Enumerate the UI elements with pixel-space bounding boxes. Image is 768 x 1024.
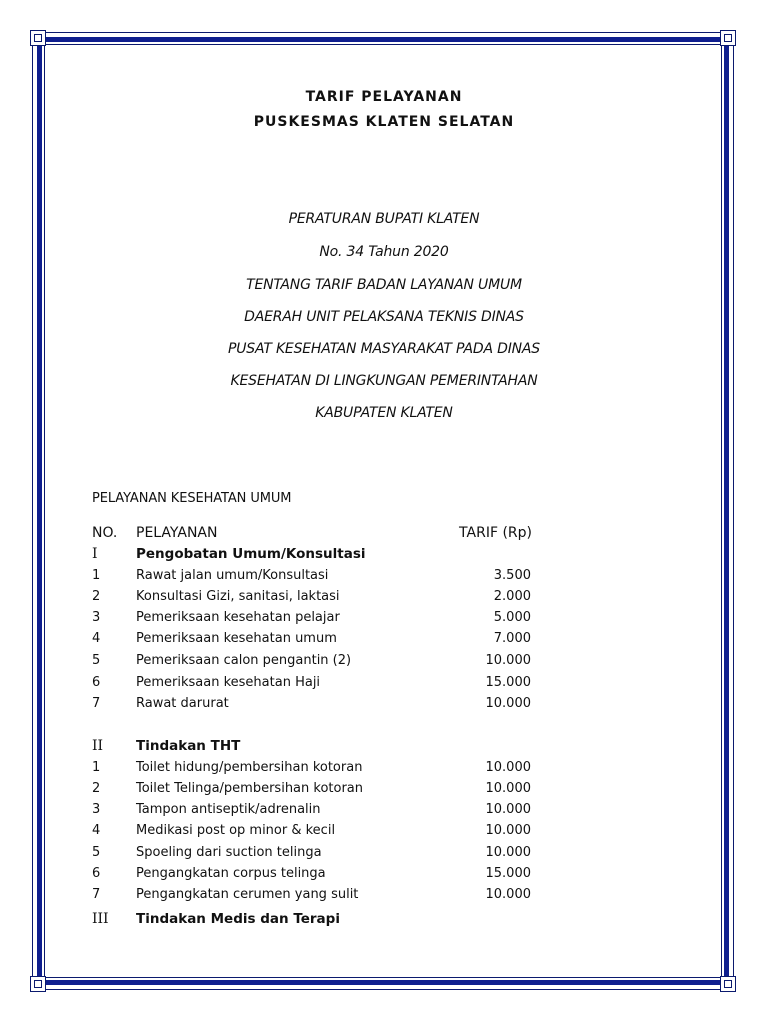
regulation-line: KESEHATAN DI LINGKUNGAN PEMERINTAHAN xyxy=(230,373,538,389)
row-number: 4 xyxy=(92,631,101,646)
row-number: 1 xyxy=(92,568,101,583)
table-row xyxy=(0,696,768,716)
table-row xyxy=(0,675,768,695)
table-row xyxy=(0,887,768,907)
row-fee: 10.000 xyxy=(485,760,531,775)
regulation-line: No. 34 Tahun 2020 xyxy=(319,244,449,260)
group-number: III xyxy=(92,911,109,927)
table-row xyxy=(0,781,768,801)
row-service: Pengangkatan cerumen yang sulit xyxy=(136,887,359,902)
row-service: Pemeriksaan calon pengantin (2) xyxy=(136,653,352,668)
table-group-row xyxy=(0,911,768,931)
row-service: Pengangkatan corpus telinga xyxy=(136,866,326,881)
group-title: Pengobatan Umum/Konsultasi xyxy=(136,546,366,562)
document-title: TARIF PELAYANAN xyxy=(305,89,463,105)
row-number: 7 xyxy=(92,887,101,902)
row-service: Pemeriksaan kesehatan pelajar xyxy=(136,610,340,625)
section-label: PELAYANAN KESEHATAN UMUM xyxy=(92,491,292,506)
corner-ornament-bottom-left xyxy=(30,976,46,992)
regulation-line: TENTANG TARIF BADAN LAYANAN UMUM xyxy=(246,277,522,293)
row-fee: 15.000 xyxy=(485,866,531,881)
row-fee: 10.000 xyxy=(485,781,531,796)
row-service: Tampon antiseptik/adrenalin xyxy=(136,802,321,817)
table-row xyxy=(0,653,768,673)
row-service: Konsultasi Gizi, sanitasi, laktasi xyxy=(136,589,340,604)
table-row xyxy=(0,760,768,780)
corner-ornament-top-left xyxy=(30,30,46,46)
row-service: Toilet Telinga/pembersihan kotoran xyxy=(136,781,364,796)
row-fee: 10.000 xyxy=(485,653,531,668)
table-row xyxy=(0,866,768,886)
row-fee: 10.000 xyxy=(485,823,531,838)
row-number: 6 xyxy=(92,866,101,881)
row-fee: 3.500 xyxy=(493,568,531,583)
row-service: Pemeriksaan kesehatan Haji xyxy=(136,675,321,690)
row-number: 2 xyxy=(92,589,101,604)
row-number: 3 xyxy=(92,610,101,625)
table-group-row xyxy=(0,738,768,758)
table-row xyxy=(0,589,768,609)
group-number: I xyxy=(92,546,98,562)
group-title: Tindakan Medis dan Terapi xyxy=(136,911,340,927)
table-row xyxy=(0,845,768,865)
row-service: Spoeling dari suction telinga xyxy=(136,845,322,860)
header-service: PELAYANAN xyxy=(136,525,218,541)
row-number: 5 xyxy=(92,653,101,668)
row-number: 6 xyxy=(92,675,101,690)
row-fee: 5.000 xyxy=(493,610,531,625)
row-fee: 10.000 xyxy=(485,802,531,817)
row-number: 3 xyxy=(92,802,101,817)
header-no: NO. xyxy=(92,525,118,541)
regulation-line: PERATURAN BUPATI KLATEN xyxy=(288,211,480,227)
corner-ornament-bottom-right xyxy=(720,976,736,992)
table-row xyxy=(0,610,768,630)
row-fee: 15.000 xyxy=(485,675,531,690)
table-row xyxy=(0,568,768,588)
row-fee: 2.000 xyxy=(493,589,531,604)
regulation-line: KABUPATEN KLATEN xyxy=(315,405,453,421)
table-row xyxy=(0,631,768,651)
row-fee: 10.000 xyxy=(485,887,531,902)
header-fee: TARIF (Rp) xyxy=(459,525,532,541)
group-number: II xyxy=(92,738,104,754)
row-service: Pemeriksaan kesehatan umum xyxy=(136,631,337,646)
table-group-row xyxy=(0,546,768,566)
row-fee: 7.000 xyxy=(493,631,531,646)
row-service: Toilet hidung/pembersihan kotoran xyxy=(136,760,363,775)
row-service: Rawat jalan umum/Konsultasi xyxy=(136,568,329,583)
group-title: Tindakan THT xyxy=(136,738,241,754)
regulation-line: PUSAT KESEHATAN MASYARAKAT PADA DINAS xyxy=(228,341,540,357)
row-service: Rawat darurat xyxy=(136,696,229,711)
row-service: Medikasi post op minor & kecil xyxy=(136,823,336,838)
corner-ornament-top-right xyxy=(720,30,736,46)
row-number: 2 xyxy=(92,781,101,796)
row-fee: 10.000 xyxy=(485,845,531,860)
row-fee: 10.000 xyxy=(485,696,531,711)
row-number: 7 xyxy=(92,696,101,711)
row-number: 4 xyxy=(92,823,101,838)
table-header xyxy=(0,525,768,545)
table-row xyxy=(0,802,768,822)
document-subtitle: PUSKESMAS KLATEN SELATAN xyxy=(253,114,515,130)
row-number: 1 xyxy=(92,760,101,775)
table-row xyxy=(0,823,768,843)
regulation-line: DAERAH UNIT PELAKSANA TEKNIS DINAS xyxy=(244,309,524,325)
row-number: 5 xyxy=(92,845,101,860)
